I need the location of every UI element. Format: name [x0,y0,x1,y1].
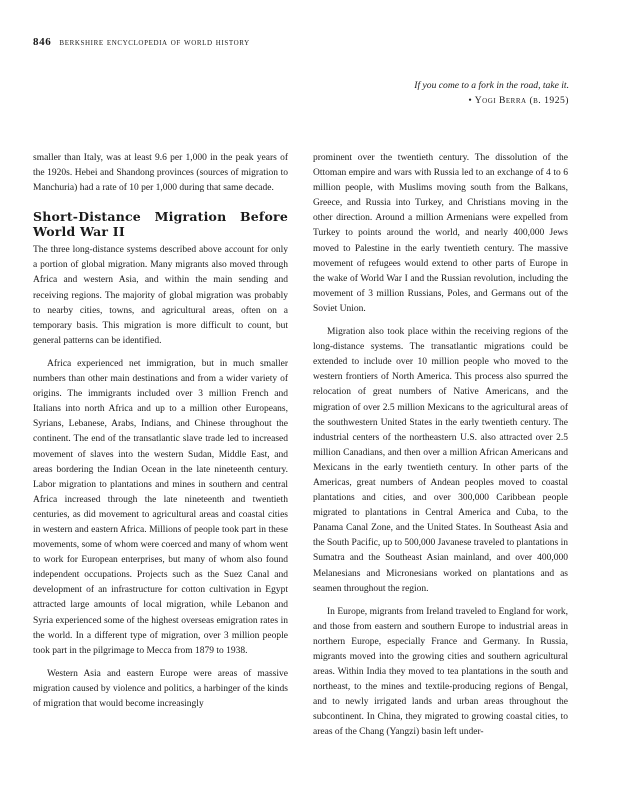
paragraph: Migration also took place within the receiving regions of the long-distance systems. The transatlantic migrations could be extended to include over 10 million people who moved to the western frontiers of North America. This process also spurred the relocation of great numbers of Native Americans, and the migration of over 2.5 million Mexicans to the agricultural areas of the southwestern United States in the early twentieth century. The industrial centers of the northeastern U.S. also attracted over 2.5 million Canadians, and then over a million African Americans and Mexicans in the early twentieth century. In other parts of the Americas, great numbers of Andean peoples moved to coastal plantations and cities, and over 300,000 Caribbean people migrated to plantations in Central America and Cuba, to the Panama Canal Zone, and the United States. In Southeast Asia and the South Pacific, up to 500,000 Javanese traveled to plantations in Sumatra and the Southeast Asian mainland, and over 400,000 Melanesians and Micronesians worked on plantations and as seamen throughout the region. [313,327,568,594]
paragraph: Africa experienced net immigration, but in much smaller numbers than other main destinations and from a wider variety of origins. The immigrants included over 3 million French and Italians into north Africa and up to a million other Europeans, Syrians, Lebanese, Arabs, Indians, and Chinese throughout the continent. The end of the transatlantic slave trade led to increased movement of slaves into the western Sudan, Middle East, and areas bordering the Indian Ocean in the late nineteenth century. Labor migration to plantations and mines in southern and central Africa increased through the late nineteenth and twentieth centuries, as did movement to agricultural areas and coastal cities in western and eastern Africa. Millions of people took part in these movements, some of whom were coerced and many of whom went to work for European enterprises, but many of whom also found independent occupations. Projects such as the Suez Canal and development of an infrastructure for cotton cultivation in Egypt attracted large amounts of local migration, while Lebanon and Syria experienced some of the highest overseas emigration rates in the world. In a different type of migration, over 3 million people took part in the pilgrimage to Mecca from 1879 to 1938. [33,358,288,656]
epigraph-quote: If you come to a fork in the road, take it. [414,80,569,91]
epigraph-attribution: • Yogi Berra (b. 1925) [468,95,569,106]
paragraph: Western Asia and eastern Europe were areas of massive migration caused by violence and politics, a harbinger of the kinds of migration that would become increasingly [33,668,288,709]
page-number: 846 [33,36,52,48]
continued-paragraph: prominent over the twentieth century. The dissolution of the Ottoman empire and wars with Russia led to an exchange of 4 to 6 million people, with Muslims moving south from the Balkans, Greece, and Russia into Turkey, and Christians moving in the other direction. Around a million Armenians were expelled from Turkey to points around the world, and nearly 400,000 Jews moved to Palestine in the early twentieth century. The massive movement of refugees would extend to other parts of Europe in the wake of World War I and the Russian revolution, including the movement of 3 million Russians, Poles, and Germans out of the Soviet Union. [313,153,568,314]
section-heading: Short-Distance Migration Before World War II [33,209,288,240]
paragraph: The three long-distance systems described above account for only a portion of global migration. Many migrants also moved through Africa and western Asia, and within the main sending and receiving regions. The majority of global migration was probably to nearby cities, towns, and agricultural areas, often on a temporary basis. This migration is more difficult to count, but general patterns can be identified. [33,245,288,346]
epigraph [249,78,569,108]
paragraph: In Europe, migrants from Ireland traveled to England for work, and those from eastern and southern Europe to industrial areas in northern Europe, especially France and Germany. In Russia, migrants moved into the growing cities and southern agricultural areas. Within India they moved to tea plantations in the south and northeast, to the mines and textile-producing regions of Bengal, and to newly irrigated lands and urban areas throughout the subcontinent. In China, they migrated to growing coastal cities, to areas of the Chang (Yangzi) basin left under- [313,606,568,738]
right-column [313,151,568,741]
book-title: berkshire encyclopedia of world history [59,37,250,48]
left-column [33,151,288,712]
running-head [33,36,250,48]
continued-paragraph: smaller than Italy, was at least 9.6 per 1,000 in the peak years of the 1920s. Hebei and Shandong provinces (sources of migration to Manchuria) had a rate of 10 per 1,000 during that same decade. [33,153,288,194]
